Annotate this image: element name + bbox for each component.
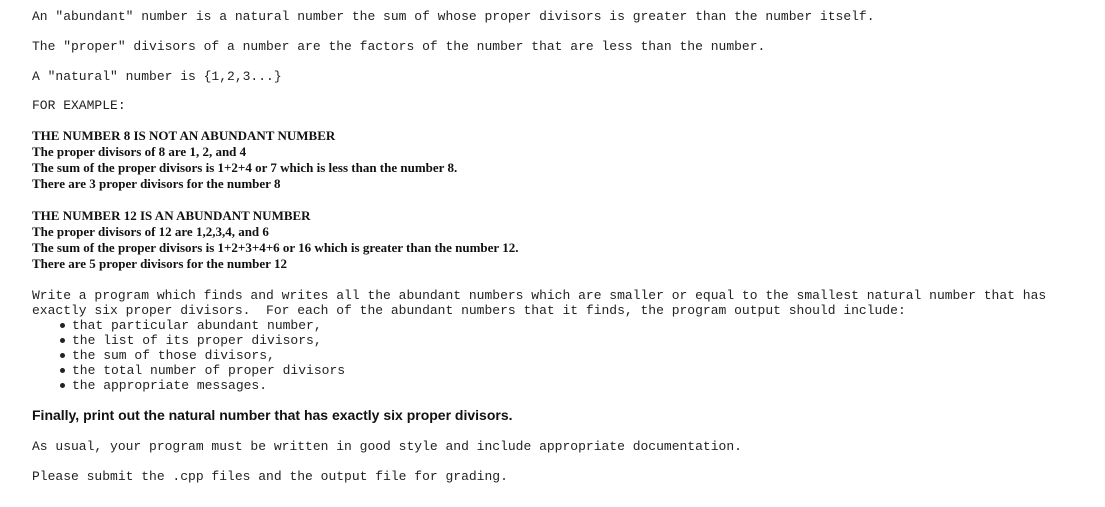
submit-note: Please submit the .cpp files and the output file for grading. bbox=[32, 469, 508, 484]
example-heading: THE NUMBER 8 IS NOT AN ABUNDANT NUMBER bbox=[32, 128, 336, 143]
example-number-12 bbox=[32, 208, 518, 272]
natural-number-definition: A "natural" number is {1,2,3...} bbox=[32, 69, 282, 84]
style-note: As usual, your program must be written in good style and include appropriate documentation. bbox=[32, 439, 742, 454]
list-item bbox=[32, 363, 345, 378]
example-divisors-line: The proper divisors of 12 are 1,2,3,4, and 6 bbox=[32, 224, 269, 239]
list-item bbox=[32, 348, 345, 363]
example-heading: THE NUMBER 12 IS AN ABUNDANT NUMBER bbox=[32, 208, 311, 223]
example-divisors-line: The proper divisors of 8 are 1, 2, and 4 bbox=[32, 144, 247, 159]
bullet-icon bbox=[60, 323, 65, 328]
abundant-definition: An "abundant" number is a natural number the sum of whose proper divisors is greater than the number itself. bbox=[32, 9, 875, 24]
list-item-text: the sum of those divisors, bbox=[72, 348, 275, 363]
example-number-8 bbox=[32, 128, 457, 192]
list-item-text: the appropriate messages. bbox=[72, 378, 268, 393]
list-item bbox=[32, 333, 345, 348]
bullet-icon bbox=[60, 383, 65, 388]
bullet-icon bbox=[60, 338, 65, 343]
list-item bbox=[32, 318, 345, 333]
list-item-text: that particular abundant number, bbox=[72, 318, 322, 333]
list-item-text: the total number of proper divisors bbox=[72, 363, 346, 378]
list-item-text: the list of its proper divisors, bbox=[72, 333, 322, 348]
proper-divisor-definition: The "proper" divisors of a number are the factors of the number that are less than the number. bbox=[32, 39, 766, 54]
example-label: FOR EXAMPLE: bbox=[32, 98, 126, 113]
example-sum-line: The sum of the proper divisors is 1+2+4 or 7 which is less than the number 8. bbox=[32, 160, 458, 175]
example-count-line: There are 3 proper divisors for the number 8 bbox=[32, 176, 281, 191]
bullet-icon bbox=[60, 353, 65, 358]
output-requirements-list bbox=[32, 318, 345, 393]
bullet-icon bbox=[60, 368, 65, 373]
example-sum-line: The sum of the proper divisors is 1+2+3+4+6 or 16 which is greater than the number 12. bbox=[32, 240, 519, 255]
task-description: Write a program which finds and writes all the abundant numbers which are smaller or equal to the smallest natural number that has exactly six proper divisors. For each of the abundant numbers that it finds, the program output should include: bbox=[32, 288, 1054, 318]
list-item bbox=[32, 378, 345, 393]
example-count-line: There are 5 proper divisors for the number 12 bbox=[32, 256, 287, 271]
final-instruction: Finally, print out the natural number that has exactly six proper divisors. bbox=[32, 407, 513, 423]
